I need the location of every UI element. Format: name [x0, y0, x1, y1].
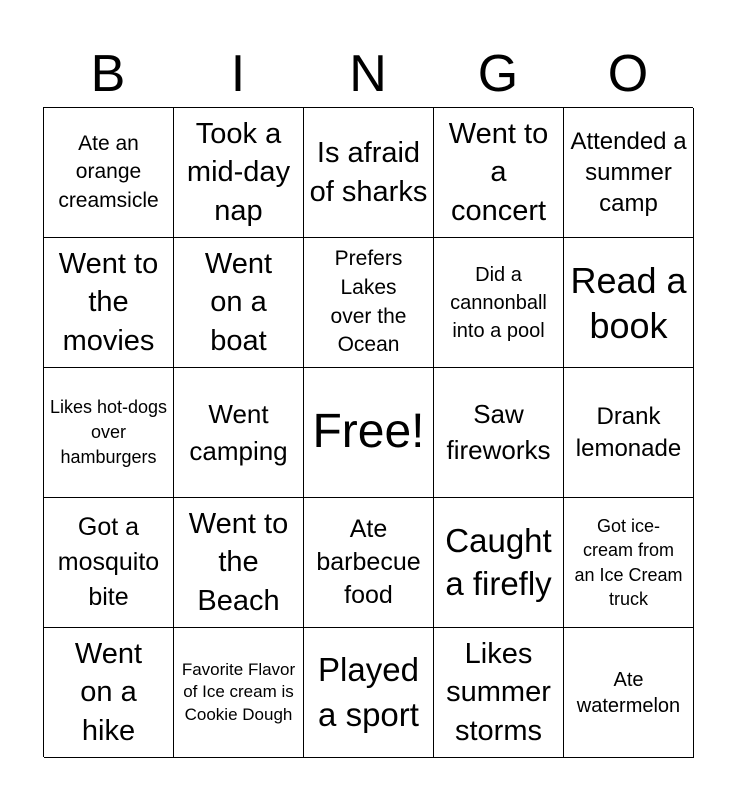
cell-text: Played a sport [318, 650, 419, 733]
cell-text: Free! [312, 405, 425, 459]
header-letter-b: B [90, 45, 126, 103]
bingo-cell[interactable] [564, 238, 694, 368]
cell-text: Got ice-cream from an Ice Cream truck [574, 515, 683, 609]
cell-text: Read a book [570, 259, 687, 346]
bingo-cell[interactable] [564, 368, 694, 498]
cell-text: Got a mosquito bite [57, 513, 160, 611]
bingo-cell[interactable] [174, 108, 304, 238]
cell-text: Likes summer storms [446, 637, 551, 747]
bingo-cell[interactable] [304, 628, 434, 758]
cell-text: Caught a firefly [445, 521, 552, 602]
cell-text: Likes hot-dogs over hamburgers [49, 396, 168, 468]
bingo-cell[interactable] [304, 368, 434, 498]
cell-text: Ate watermelon [576, 668, 681, 717]
cell-text: Saw fireworks [446, 399, 551, 465]
cell-text: Went to the movies [58, 247, 159, 357]
header-letter-g: G [477, 45, 519, 103]
bingo-cell[interactable] [564, 108, 694, 238]
cell-text: Did a cannonball into a pool [450, 263, 547, 342]
bingo-cell[interactable] [434, 108, 564, 238]
cell-text: Went camping [189, 399, 288, 466]
bingo-cell[interactable] [434, 498, 564, 628]
cell-text: Is afraid of sharks [309, 136, 428, 208]
header-letter-o: O [607, 45, 649, 103]
cell-text: Drank lemonade [575, 403, 682, 462]
bingo-cell[interactable] [434, 628, 564, 758]
cell-text: Favorite Flavor of Ice cream is Cookie Dough [181, 659, 296, 724]
cell-text: Went on a boat [204, 247, 273, 357]
bingo-cell[interactable] [434, 368, 564, 498]
header-letter-i: I [230, 45, 246, 103]
cell-text: Went on a hike [74, 637, 143, 747]
bingo-cell[interactable] [174, 238, 304, 368]
cell-text: Ate barbecue food [316, 514, 421, 610]
bingo-cell[interactable] [44, 628, 174, 758]
bingo-cell[interactable] [44, 498, 174, 628]
bingo-cell[interactable] [564, 498, 694, 628]
cell-text: Attended a summer camp [570, 127, 687, 218]
cell-text: Went to a concert [448, 117, 549, 227]
bingo-cell[interactable] [304, 498, 434, 628]
bingo-cell[interactable] [44, 238, 174, 368]
cell-text: Ate an orange creamsicle [58, 131, 159, 212]
bingo-cell[interactable] [434, 238, 564, 368]
cell-text: Took a mid-day nap [186, 117, 291, 227]
bingo-cell[interactable] [174, 628, 304, 758]
bingo-cell[interactable] [304, 108, 434, 238]
bingo-cell[interactable] [174, 368, 304, 498]
bingo-cell[interactable] [564, 628, 694, 758]
header-letter-n: N [349, 45, 387, 103]
cell-text: Prefers Lakes over the Ocean [330, 246, 407, 357]
bingo-cell[interactable] [174, 498, 304, 628]
bingo-cell[interactable] [304, 238, 434, 368]
bingo-header [43, 40, 693, 108]
bingo-cell[interactable] [44, 108, 174, 238]
cell-text: Went to the Beach [188, 507, 289, 617]
bingo-board [43, 107, 693, 757]
bingo-cell[interactable] [44, 368, 174, 498]
